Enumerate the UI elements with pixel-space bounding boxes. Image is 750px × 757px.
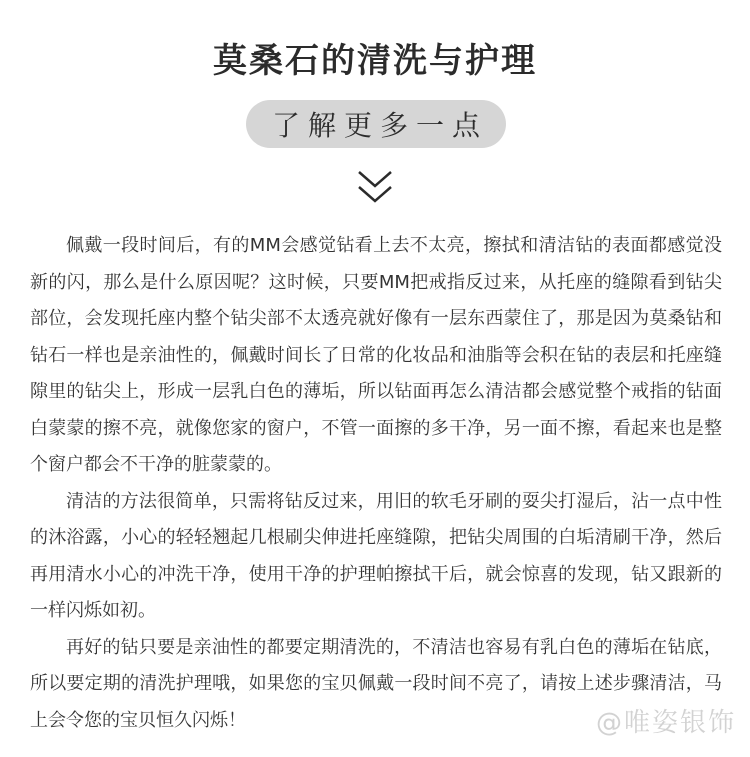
subtitle-label: 了解更多一点 bbox=[271, 109, 488, 142]
subtitle-badge bbox=[246, 100, 506, 148]
article-body bbox=[30, 228, 722, 739]
paragraph-advice: 再好的钻只要是亲油性的都要定期清洗的，不清洁也容易有乳白色的薄垢在钻底，所以要定期的清洗护理哦，如果您的宝贝佩戴一段时间不亮了，请按上述步骤清洁，马上会令您的宝贝恒久闪烁！ bbox=[30, 636, 722, 731]
watermark: @唯姿银饰 bbox=[595, 708, 736, 738]
paragraph-cause: 佩戴一段时间后，有的MM会感觉钻看上去不太亮，擦拭和清洁钻的表面都感觉没新的闪，那么是什么原因呢？这时候，只要MM把戒指反过来，从托座的缝隙看到钻尖部位，会发现托座内整个钻尖部不太透亮就好像有一层东西蒙住了，那是因为莫桑钻和钻石一样也是亲油性的，佩戴时间长了日常的化妆品和油脂等会积在钻的表层和托座缝隙里的钻尖上，形成一层乳白色的薄垢，所以钻面再怎么清洁都会感觉整个戒指的钻面白蒙蒙的擦不亮，就像您家的窗户，不管一面擦的多干净，另一面不擦，看起来也是整个窗户都会不干净的脏蒙蒙的。 bbox=[30, 235, 722, 475]
double-chevron-down-icon bbox=[356, 168, 394, 208]
paragraph-method: 清洁的方法很简单，只需将钻反过来，用旧的软毛牙刷的耍尖打湿后，沾一点中性的沐浴露，小心的轻轻翘起几根刷尖伸进托座缝隙，把钻尖周围的白垢清刷干净，然后再用清水小心的冲洗干净，使用干净的护理帕擦拭干后，就会惊喜的发现，钻又跟新的一样闪烁如初。 bbox=[30, 490, 722, 621]
page-title: 莫桑石的清洗与护理 bbox=[213, 41, 537, 81]
